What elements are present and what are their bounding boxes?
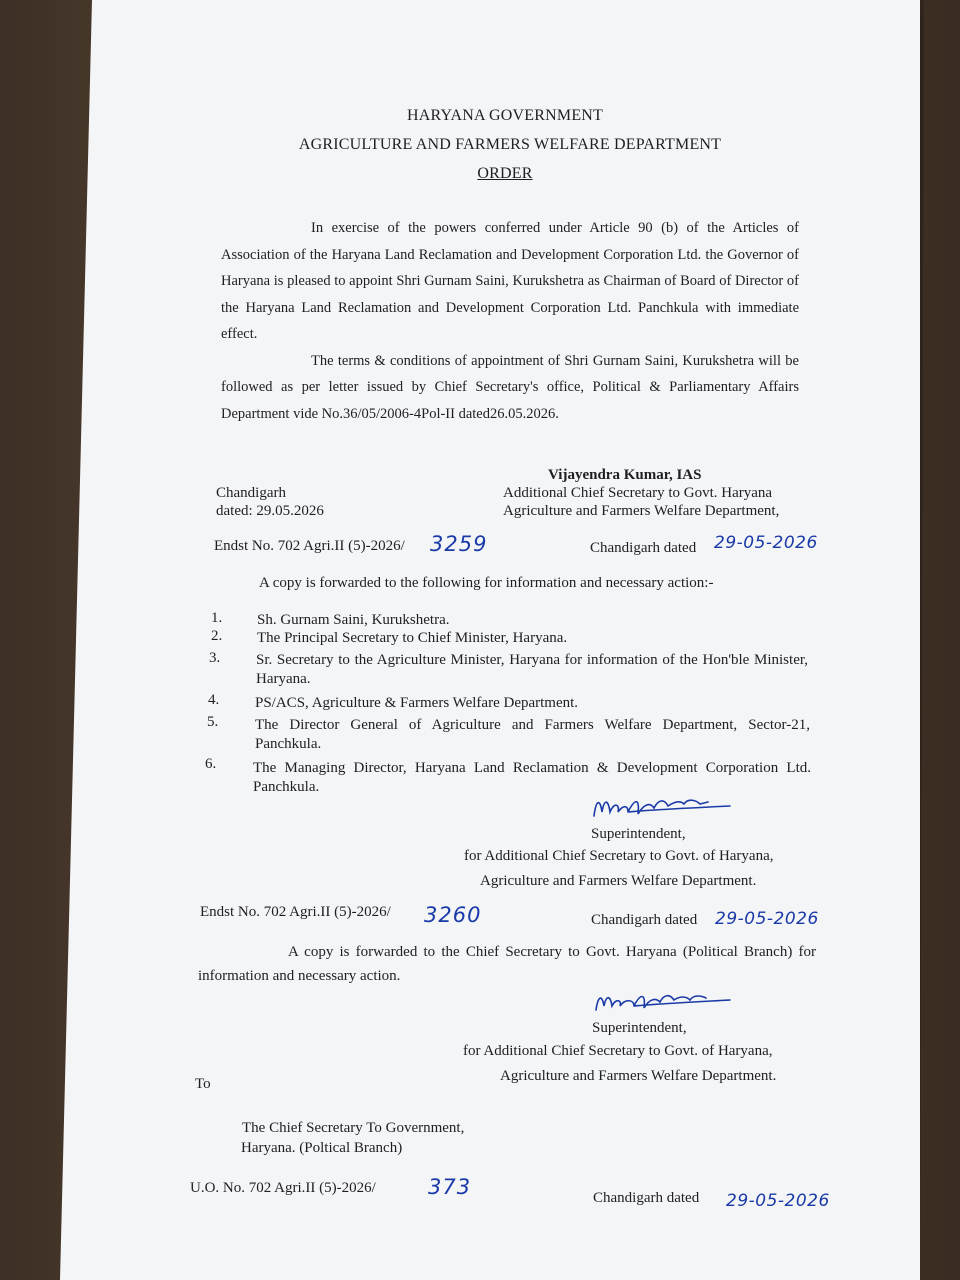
endst-number-2: Endst No. 702 Agri.II (5)-2026/ [200, 904, 391, 920]
superintendent-dept-2: Agriculture and Farmers Welfare Department. [500, 1068, 777, 1084]
superintendent-for-2: for Additional Chief Secretary to Govt. of Haryana, [463, 1043, 773, 1059]
endst-number-1: Endst No. 702 Agri.II (5)-2026/ [214, 538, 405, 554]
header-government: HARYANA GOVERNMENT [406, 107, 604, 124]
list-item-number: 1. [211, 610, 223, 626]
list-item: PS/ACS, Agriculture & Farmers Welfare Department. [255, 695, 579, 711]
list-item-number: 6. [205, 756, 217, 772]
order-body [221, 215, 799, 427]
signatory-name: Vijayendra Kumar, IAS [548, 467, 702, 483]
uo-number: U.O. No. 702 Agri.II (5)-2026/ [190, 1180, 376, 1196]
list-item: Sh. Gurnam Saini, Kurukshetra. [257, 612, 450, 628]
list-item-number: 2. [211, 628, 223, 644]
order-paragraph-1: In exercise of the powers conferred under Article 90 (b) of the Articles of Association of the Haryana Land Reclamation and Development Corporation Ltd. the Governor of Haryana is pleased to appoint Shri Gurnam Saini, Kurukshetra as Chairman of Board of Director of the Haryana Land Reclamation and Development Corporation Ltd. Panchkula with immediate effect. [221, 220, 799, 342]
endst-dated-label-2: Chandigarh dated [591, 912, 698, 928]
to-line-1: The Chief Secretary To Government, [242, 1120, 465, 1136]
header-order: ORDER [477, 165, 533, 182]
signatory-department: Agriculture and Farmers Welfare Department, [503, 503, 780, 519]
order-paragraph-2: The terms & conditions of appointment of Shri Gurnam Saini, Kurukshetra will be followed as per letter issued by Chief Secretary's office, Political & Parliamentary Affairs Department vide No.36/05/2006-4Pol-II dated26.05.2026. [221, 352, 799, 422]
list-item-number: 4. [208, 692, 220, 708]
superintendent-signature-2 [590, 986, 740, 1016]
signatory-designation: Additional Chief Secretary to Govt. Haryana [503, 485, 773, 501]
superintendent-signature-1 [588, 790, 738, 824]
uo-handwritten-date: 29-05-2026 [726, 1191, 830, 1211]
endst-2-body [198, 940, 816, 988]
uo-dated-label: Chandigarh dated [593, 1190, 700, 1206]
to-line-2: Haryana. (Poltical Branch) [241, 1140, 403, 1156]
superintendent-title-2: Superintendent, [592, 1020, 687, 1036]
list-item: The Director General of Agriculture and Farmers Welfare Department, Sector-21, Panchkula. [255, 717, 810, 752]
endst-handwritten-date-1: 29-05-2026 [714, 533, 818, 553]
endst-handwritten-number-2: 3260 [424, 903, 482, 927]
endst-2-text: A copy is forwarded to the Chief Secretary to Govt. Haryana (Political Branch) for information and necessary action. [198, 944, 816, 984]
place: Chandigarh [216, 485, 286, 501]
superintendent-for-1: for Additional Chief Secretary to Govt. of Haryana, [464, 848, 774, 864]
order-date: dated: 29.05.2026 [216, 503, 324, 519]
endst-handwritten-date-2: 29-05-2026 [715, 909, 819, 929]
to-label: To [195, 1076, 211, 1092]
superintendent-title-1: Superintendent, [591, 826, 686, 842]
copy-forward-intro: A copy is forwarded to the following for information and necessary action:- [259, 575, 714, 591]
uo-handwritten-number: 373 [428, 1175, 472, 1199]
list-item-number: 3. [209, 650, 221, 666]
header-department: AGRICULTURE AND FARMERS WELFARE DEPARTMENT [298, 136, 722, 153]
list-item: The Managing Director, Haryana Land Reclamation & Development Corporation Ltd. Panchkula. [253, 760, 811, 795]
endst-dated-label-1: Chandigarh dated [590, 540, 697, 556]
superintendent-dept-1: Agriculture and Farmers Welfare Department. [480, 873, 757, 889]
list-item: Sr. Secretary to the Agriculture Minister, Haryana for information of the Hon'ble Minister, Haryana. [256, 652, 808, 687]
list-item-number: 5. [207, 714, 219, 730]
endst-handwritten-number-1: 3259 [430, 532, 488, 556]
list-item: The Principal Secretary to Chief Minister, Haryana. [257, 630, 568, 646]
